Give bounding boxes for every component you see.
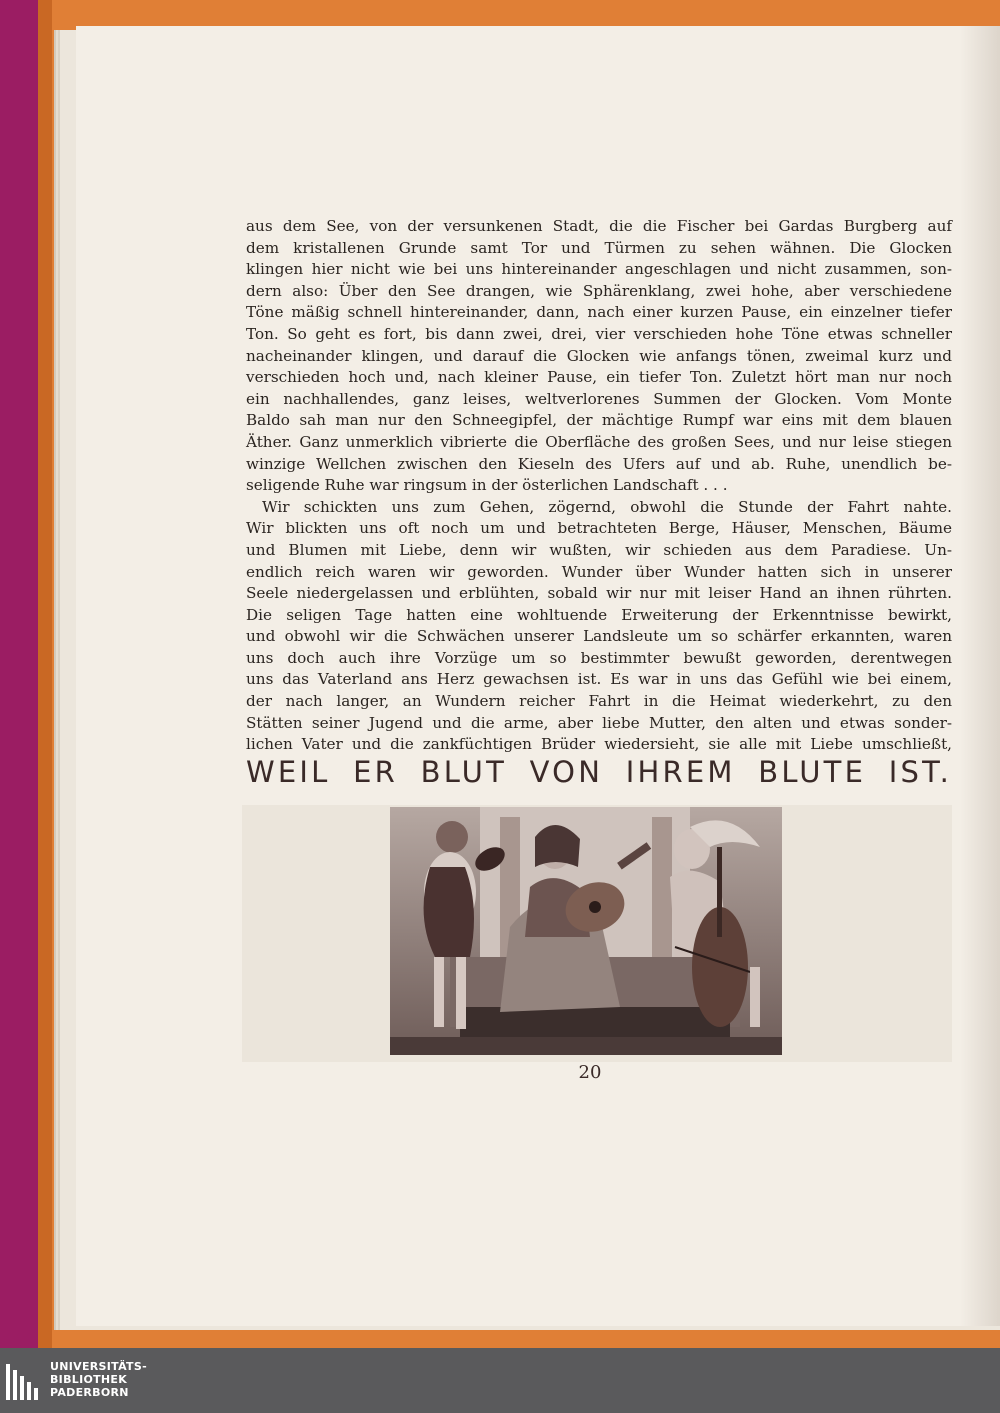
text-line: und Blumen mit Liebe, denn wir wußten, wir schieden aus dem Paradiese. Un-	[246, 540, 952, 559]
text-line: und obwohl wir die Schwächen unserer Landsleute um so schärfer erkannten, waren	[246, 627, 952, 646]
text-line: dem kristallenen Grunde samt Tor und Türmen zu sehen wähnen. Die Glocken	[246, 238, 952, 257]
text-line: Die seligen Tage hatten eine wohltuende Erweiterung der Erkenntnisse bewirkt,	[246, 605, 952, 624]
text-line: nacheinander klingen, und darauf die Glocken wie anfangs tönen, zweimal kurz und	[246, 346, 952, 365]
text-line: lichen Vater und die zankfüchtigen Brüder wiedersieht, sie alle mit Liebe umschließt,	[246, 735, 952, 754]
text-line: uns doch auch ihre Vorzüge um so bestimmter bewußt geworden, derentwegen	[246, 648, 952, 667]
library-name-line: UNIVERSITÄTS-	[50, 1360, 147, 1373]
text-line: dern also: Über den See drangen, wie Sphärenklang, zwei hohe, aber verschiedene	[246, 281, 952, 300]
text-line: seligende Ruhe war ringsum in der österlichen Landschaft . . .	[246, 476, 728, 495]
library-logo-icon	[6, 1364, 38, 1400]
text-line: Wir blickten uns oft noch um und betrachteten Berge, Häuser, Menschen, Bäume	[246, 519, 952, 538]
text-line: uns das Vaterland ans Herz gewachsen ist. Es war in uns das Gefühl wie bei einem,	[246, 670, 952, 689]
library-name-line: BIBLIOTHEK	[50, 1373, 128, 1386]
text-line: Wir schickten uns zum Gehen, zögernd, obwohl die Stunde der Fahrt nahte.	[262, 497, 952, 516]
library-name	[50, 1360, 170, 1399]
text-line: ein nachhallendes, ganz leises, weltverlorenes Summen der Glocken. Vom Monte	[246, 389, 952, 408]
book-cover-edge	[38, 0, 52, 1348]
text-line: endlich reich waren wir geworden. Wunder über Wunder hatten sich in unserer	[246, 562, 952, 581]
text-line: aus dem See, von der versunkenen Stadt, die die Fischer bei Gardas Burgberg auf	[246, 217, 952, 235]
text-line: Seele niedergelassen und erblühten, sobald wir nur mit leiser Hand an ihnen rührten.	[246, 584, 952, 603]
text-line: Ton. So geht es fort, bis dann zwei, drei, vier verschieden hohe Töne etwas schneller	[246, 324, 952, 343]
library-name-line: PADERBORN	[50, 1386, 129, 1399]
text-line: Baldo sah man nur den Schneegipfel, der mächtige Rumpf war eins mit dem blauen	[246, 411, 952, 430]
musicians-painting-icon	[390, 807, 782, 1055]
text-line: Äther. Ganz unmerklich vibrierte die Oberfläche des großen Sees, und nur leise stiegen	[246, 432, 952, 451]
text-line: Töne mäßig schnell hintereinander, dann, nach einer kurzen Pause, ein einzelner tiefer	[246, 303, 952, 322]
musicians-illustration	[390, 807, 782, 1055]
body-text	[246, 216, 952, 756]
text-line: der nach langer, an Wundern reicher Fahrt in die Heimat wiederkehrt, zu den	[246, 692, 952, 711]
text-line: klingen hier nicht wie bei uns hintereinander angeschlagen und nicht zusammen, son-	[246, 260, 952, 279]
text-line: winzige Wellchen zwischen den Kieseln des Ufers auf und ab. Ruhe, unendlich be-	[246, 454, 952, 473]
closing-headline: WEIL ER BLUT VON IHREM BLUTE IST.	[246, 755, 952, 789]
text-line: verschieden hoch und, nach kleiner Pause, ein tiefer Ton. Zuletzt hört man nur noch	[246, 368, 952, 387]
text-line: Stätten seiner Jugend und die arme, aber liebe Mutter, den alten und etwas sonder-	[246, 713, 952, 732]
page-number: 20	[578, 1062, 602, 1083]
